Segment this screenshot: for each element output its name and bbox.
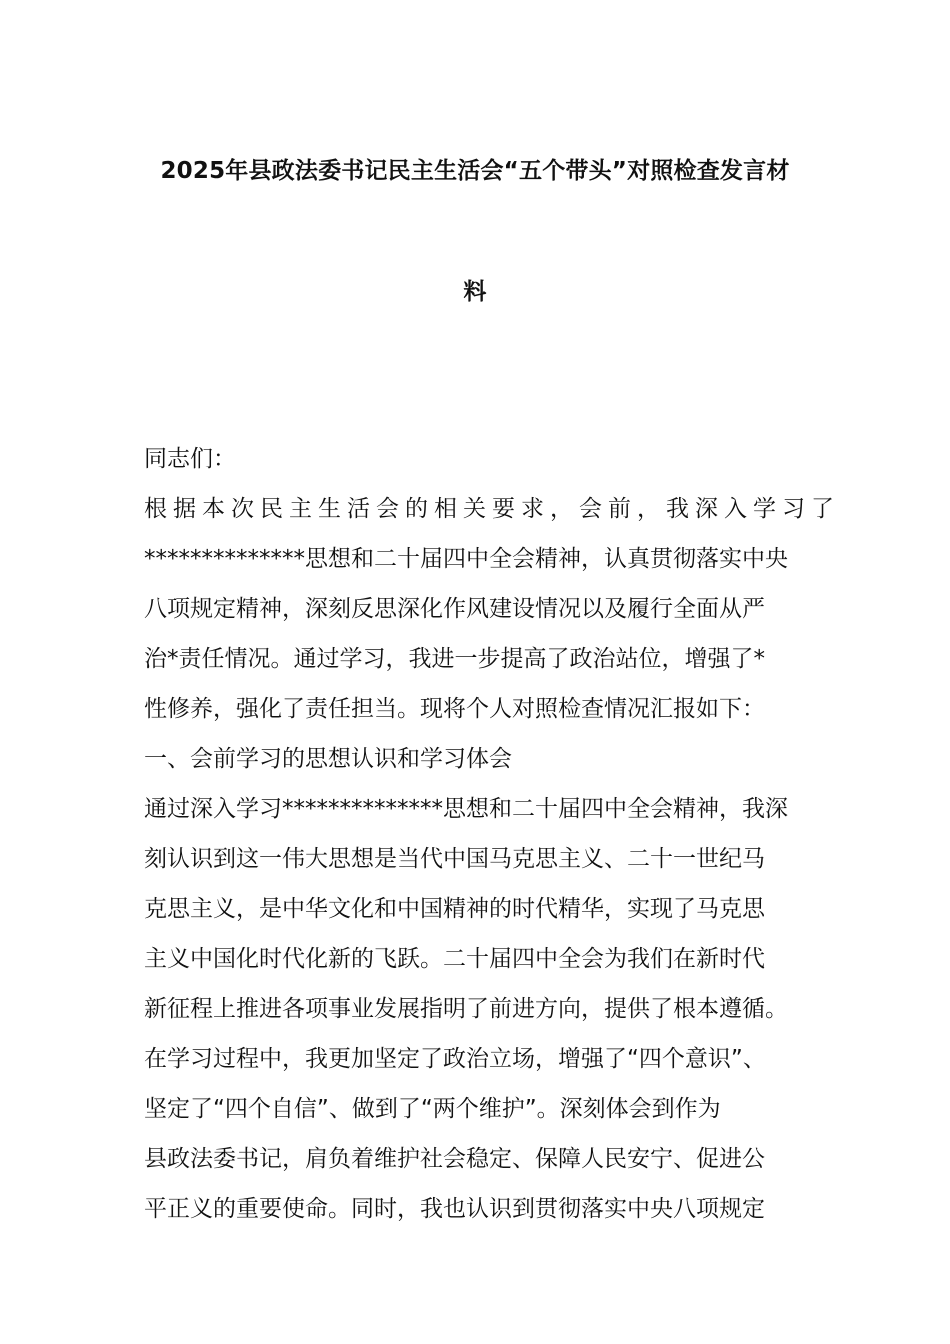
body-line: 县政法委书记，肩负着维护社会稳定、保障人民安宁、促进公 <box>144 1146 765 1172</box>
body-line: 平正义的重要使命。同时，我也认识到贯彻落实中央八项规定 <box>144 1196 765 1222</box>
document-title-line-1: 2025年县政法委书记民主生活会“五个带头”对照检查发言材 <box>160 158 790 184</box>
salutation: 同志们： <box>144 446 236 472</box>
body-line: 性修养，强化了责任担当。现将个人对照检查情况汇报如下： <box>144 696 765 722</box>
body-line: 通过深入学习**************思想和二十届四中全会精神，我深 <box>144 796 788 822</box>
body-line: 主义中国化时代化新的飞跃。二十届四中全会为我们在新时代 <box>144 946 765 972</box>
document-title-line-2: 料 <box>463 279 487 305</box>
body-line: 坚定了“四个自信”、做到了“两个维护”。深刻体会到作为 <box>144 1096 721 1122</box>
section-heading: 一、会前学习的思想认识和学习体会 <box>144 746 512 772</box>
document-body <box>144 440 834 1240</box>
body-line: 治*责任情况。通过学习，我进一步提高了政治站位，增强了* <box>144 646 765 672</box>
body-line: **************思想和二十届四中全会精神，认真贯彻落实中央 <box>144 546 788 572</box>
body-line: 八项规定精神，深刻反思深化作风建设情况以及履行全面从严 <box>144 596 765 622</box>
body-line: 新征程上推进各项事业发展指明了前进方向，提供了根本遵循。 <box>144 996 788 1022</box>
body-line: 刻认识到这一伟大思想是当代中国马克思主义、二十一世纪马 <box>144 846 765 872</box>
body-line: 在学习过程中，我更加坚定了政治立场，增强了“四个意识”、 <box>144 1046 766 1072</box>
body-line: 克思主义，是中华文化和中国精神的时代精华，实现了马克思 <box>144 896 765 922</box>
body-line: 根据本次民主生活会的相关要求，会前，我深入学习了 <box>144 496 834 522</box>
